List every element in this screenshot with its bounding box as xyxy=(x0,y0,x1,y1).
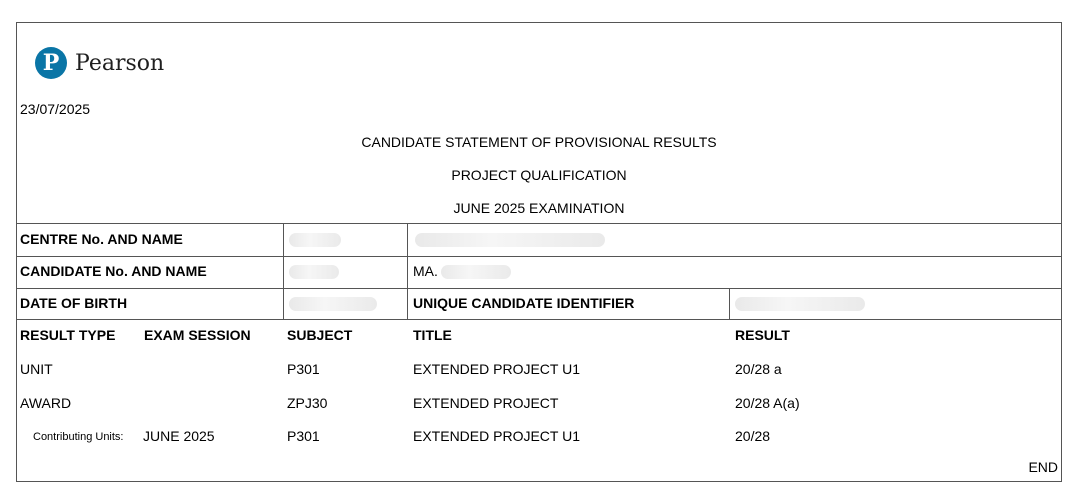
header-exam-session: EXAM SESSION xyxy=(144,327,251,343)
row-result: 20/28 a xyxy=(735,361,782,377)
row-subject: P301 xyxy=(287,428,320,444)
statement-title: CANDIDATE STATEMENT OF PROVISIONAL RESULTS xyxy=(361,134,717,150)
divider xyxy=(407,223,408,319)
row-result: 20/28 xyxy=(735,428,771,444)
redacted-uci xyxy=(735,297,865,311)
header-result: RESULT xyxy=(735,327,790,343)
row-result-type: AWARD xyxy=(20,395,72,411)
uci-label: UNIQUE CANDIDATE IDENTIFIER xyxy=(413,295,635,311)
statement-date: 23/07/2025 xyxy=(20,101,91,117)
divider xyxy=(283,223,284,319)
redacted-candidate-name xyxy=(441,265,511,279)
candidate-label: CANDIDATE No. AND NAME xyxy=(20,263,207,279)
redacted-centre-name xyxy=(415,233,605,247)
pearson-logo-icon: P xyxy=(35,47,67,79)
candidate-name: MA. xyxy=(413,263,438,279)
dob-label: DATE OF BIRTH xyxy=(20,295,128,311)
row-exam-session: JUNE 2025 xyxy=(143,428,215,444)
pearson-logo xyxy=(35,39,164,87)
row-title: EXTENDED PROJECT xyxy=(413,395,559,411)
divider xyxy=(17,256,1061,257)
results-statement xyxy=(16,22,1062,482)
row-title: EXTENDED PROJECT U1 xyxy=(413,428,580,444)
redacted-date-of-birth xyxy=(289,297,377,311)
row-subject: P301 xyxy=(287,361,320,377)
redacted-centre-number xyxy=(289,233,341,247)
row-subject: ZPJ30 xyxy=(287,395,328,411)
end-marker: END xyxy=(1028,459,1058,475)
centre-label: CENTRE No. AND NAME xyxy=(20,231,183,247)
divider xyxy=(17,288,1061,289)
row-title: EXTENDED PROJECT U1 xyxy=(413,361,580,377)
header-result-type: RESULT TYPE xyxy=(20,327,116,343)
qualification-title: PROJECT QUALIFICATION xyxy=(451,167,627,183)
divider xyxy=(17,223,1061,224)
examination-session: JUNE 2025 EXAMINATION xyxy=(453,200,625,216)
redacted-candidate-number xyxy=(289,265,339,279)
pearson-wordmark: Pearson xyxy=(75,50,165,76)
row-result-type: Contributing Units: xyxy=(33,431,124,443)
divider xyxy=(729,288,730,319)
header-subject: SUBJECT xyxy=(287,327,353,343)
divider xyxy=(17,319,1061,320)
row-result: 20/28 A(a) xyxy=(735,395,800,411)
row-result-type: UNIT xyxy=(20,361,53,377)
header-title: TITLE xyxy=(413,327,452,343)
